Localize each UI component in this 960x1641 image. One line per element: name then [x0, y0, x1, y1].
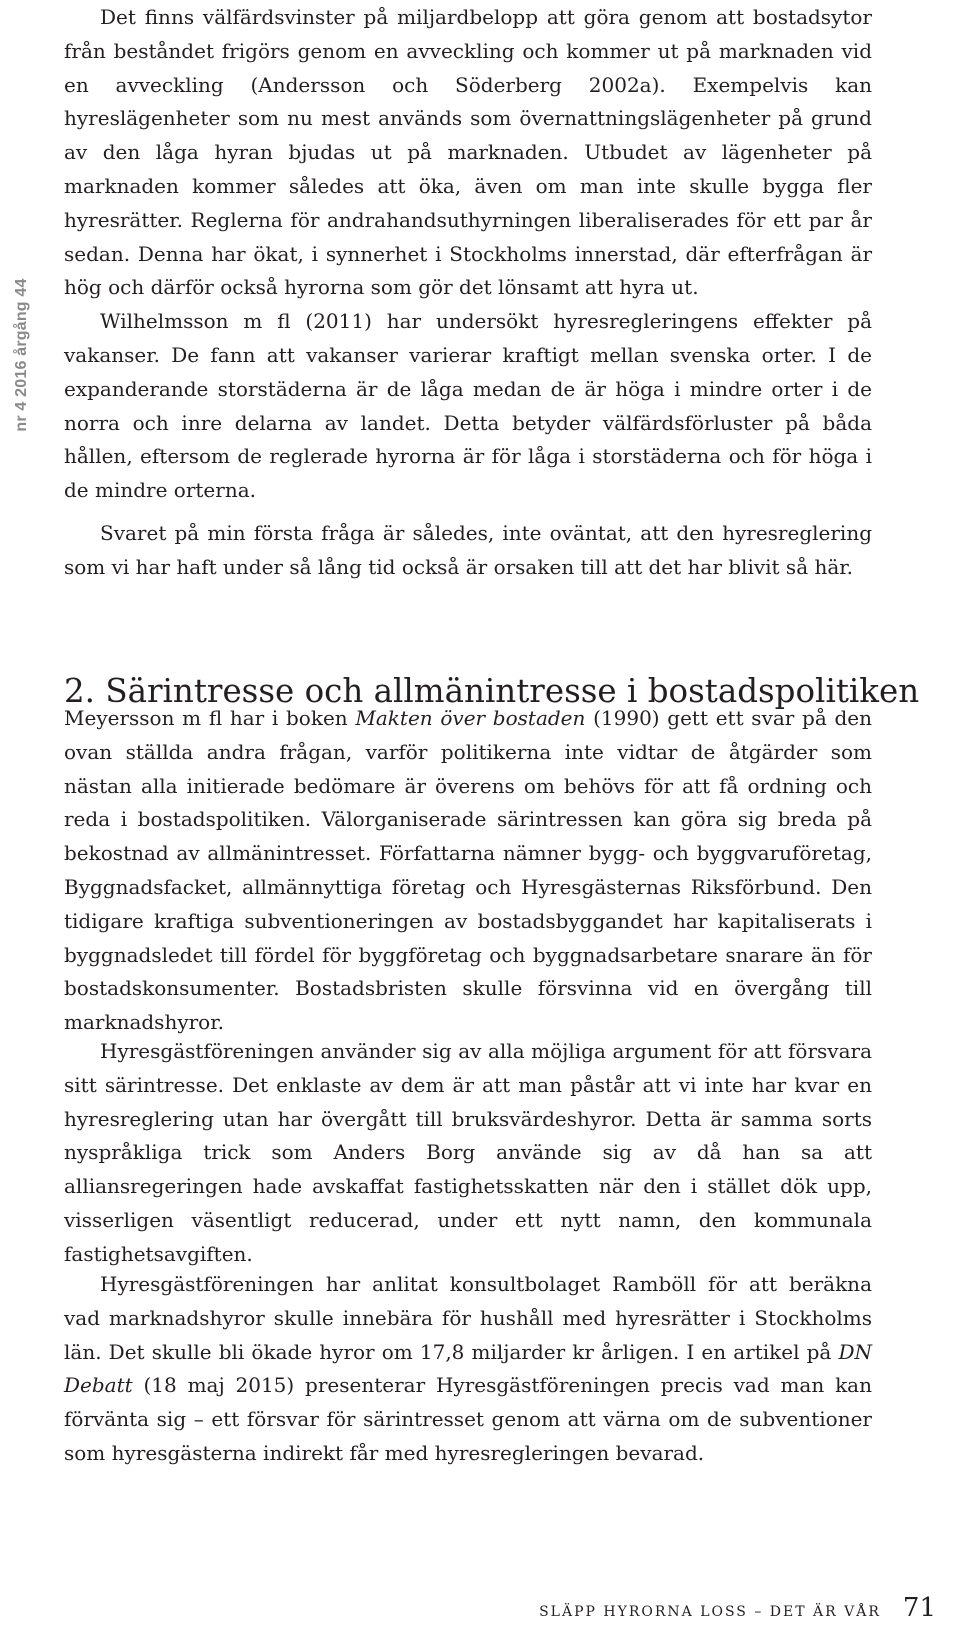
page-footer	[539, 1593, 936, 1623]
paragraph-ramboll-rest: (18 maj 2015) presenterar Hyresgästföreningen precis vad man kan förvänta sig – ett försvar för särintresset genom att värna om de subventioner som hyresgästerna indirekt får med hyresregleringen bevarad.	[64, 1373, 872, 1465]
paragraph-meyersson-start: Meyersson m fl har i boken	[64, 706, 356, 730]
side-margin-label	[0, 0, 40, 1641]
page-number: 71	[902, 1593, 936, 1623]
paragraph-answer: Svaret på min första fråga är således, inte oväntat, att den hyresreglering som vi har haft under så lång tid också är orsaken till att det har blivit så här.	[64, 521, 872, 579]
paragraph-meyersson-rest: (1990) gett ett svar på den ovan ställda andra frågan, varför politikerna inte vidtar de åtgärder som nästan alla initierade bedömare är överens om behövs för att få ordning och reda i bostadspolitiken. Välorganiserade särintressen kan göra sig breda på bekostnad av allmänintresset. Författarna nämner bygg- och byggvaruföretag, Byggnadsfacket, allmännyttiga företag och Hyresgästernas Riksförbund. Den tidigare kraftiga subventioneringen av bostadsbyggandet har kapitaliserats i byggnadsledet till fördel för byggföretag och byggnadsarbetare snarare än för bostadskonsumenter. Bostadsbristen skulle försvinna vid en övergång till marknadshyror.	[64, 706, 872, 1035]
running-title: SLÄPP HYRORNA LOSS – DET ÄR VÅR	[539, 1604, 881, 1620]
paragraph-ramboll	[64, 1268, 872, 1471]
publication-title: DN Debatt	[64, 1339, 872, 1398]
paragraph-meyersson	[64, 702, 872, 1040]
paragraph-vacancies: Wilhelmsson m fl (2011) har undersökt hyresregleringens effekter på vakanser. De fann att vakanser varierar kraftigt mellan svenska orter. I de expanderande storstäderna är de låga medan de är höga i mindre orter i de norra och inre delarna av landet. Detta betyder välfärdsförluster på båda hållen, eftersom de reglerade hyrorna är för låga i storstäderna och för höga i de mindre orterna.	[64, 309, 872, 503]
section-welfare-gains	[64, 1, 872, 508]
section-heading: 2. Särintresse och allmänintresse i bostadspolitiken	[64, 672, 920, 710]
issue-label: nr 4 2016 årgång 44	[13, 278, 30, 432]
section-special-interests	[64, 702, 872, 1040]
section-ramboll	[64, 1268, 872, 1471]
book-title: Makten över bostaden	[355, 706, 586, 730]
section-answer	[64, 517, 872, 585]
paragraph-ramboll-start: Hyresgästföreningen har anlitat konsultbolaget Ramböll för att beräkna vad marknadshyror skulle innebära för hushåll med hyresrätter i Stockholms län. Det skulle bli ökade hyror om 17,8 miljarder kr årligen. I en artikel på	[64, 1272, 872, 1364]
paragraph-tenant-union: Hyresgästföreningen använder sig av alla möjliga argument för att försvara sitt särintresse. Det enklaste av dem är att man påstår att vi inte har kvar en hyresreglering utan har övergått till bruksvärdeshyror. Detta är samma sorts nyspråkliga trick som Anders Borg använde sig av då han sa att alliansregeringen hade avskaffat fastighetsskatten när den i stället dök upp, visserligen väsentligt reducerad, under ett nytt namn, den kommunala fastighetsavgiften.	[64, 1039, 872, 1266]
paragraph-welfare-gains: Det finns välfärdsvinster på miljardbelopp att göra genom att bostadsytor från beståndet frigörs genom en avveckling och kommer ut på marknaden vid en avveckling (Andersson och Söderberg 2002a). Exempelvis kan hyreslägenheter som nu mest används som övernattningslägenheter på grund av den låga hyran bjudas ut på marknaden. Utbudet av lägenheter på marknaden kommer således att öka, även om man inte skulle bygga fler hyresrätter. Reglerna för andrahandsuthyrningen liberaliserades för ett par år sedan. Denna har ökat, i synnerhet i Stockholms innerstad, där efterfrågan är hög och därför också hyrorna som gör det lönsamt att hyra ut.	[64, 5, 872, 300]
section-tenant-union	[64, 1035, 872, 1272]
